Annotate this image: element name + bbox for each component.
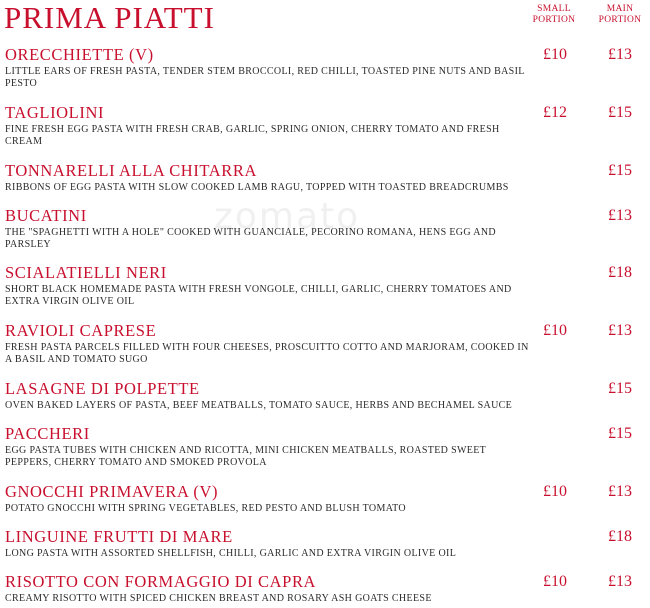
item-description: FINE FRESH EGG PASTA WITH FRESH CRAB, GARLIC, SPRING ONION, CHERRY TOMATO AND FRESH CREAM — [5, 124, 500, 147]
menu-item — [5, 528, 645, 560]
item-name: GNOCCHI PRIMAVERA (V) — [5, 482, 219, 501]
item-description: LONG PASTA WITH ASSORTED SHELLFISH, CHILLI, GARLIC AND EXTRA VIRGIN OLIVE OIL — [5, 548, 457, 559]
item-name: RAVIOLI CAPRESE — [5, 321, 157, 340]
main-price: £15 — [608, 425, 632, 442]
item-name: TAGLIOLINI — [5, 103, 105, 122]
small-price: £10 — [543, 573, 567, 590]
menu-item — [5, 322, 645, 365]
menu-item — [5, 104, 645, 147]
item-description: RIBBONS OF EGG PASTA WITH SLOW COOKED LAMB RAGU, TOPPED WITH TOASTED BREADCRUMBS — [5, 182, 509, 193]
menu-item — [5, 380, 645, 412]
small-price: £12 — [543, 104, 567, 121]
main-price: £13 — [608, 573, 632, 590]
item-name: PACCHERI — [5, 424, 90, 443]
item-name: SCIALATIELLI NERI — [5, 263, 167, 282]
item-name: BUCATINI — [5, 206, 87, 225]
item-description: SHORT BLACK HOMEMADE PASTA WITH FRESH VONGOLE, CHILLI, GARLIC, CHERRY TOMATOES AND EXTRA VIRGIN OLIVE OIL — [5, 284, 512, 307]
watermark-logo: zomato — [214, 196, 361, 237]
item-description: EGG PASTA TUBES WITH CHICKEN AND RICOTTA, MINI CHICKEN MEATBALLS, ROASTED SWEET PEPPERS, CHERRY TOMATO AND SMOKED PROVOLA — [5, 445, 486, 468]
item-description: OVEN BAKED LAYERS OF PASTA, BEEF MEATBALLS, TOMATO SAUCE, HERBS AND BECHAMEL SAUCE — [5, 400, 513, 411]
item-description: LITTLE EARS OF FRESH PASTA, TENDER STEM BROCCOLI, RED CHILLI, TOASTED PINE NUTS AND BASIL PESTO — [5, 66, 525, 89]
main-price: £15 — [608, 162, 632, 179]
small-price: £10 — [543, 46, 567, 63]
main-price: £18 — [608, 528, 632, 545]
menu-item — [5, 264, 645, 307]
main-price: £15 — [608, 380, 632, 397]
menu-item — [5, 46, 645, 89]
menu-item — [5, 162, 645, 194]
main-portion-header: MAIN PORTION — [598, 4, 642, 25]
small-price: £10 — [543, 483, 567, 500]
menu-item — [5, 207, 645, 250]
menu-item — [5, 483, 645, 515]
main-price: £18 — [608, 264, 632, 281]
item-description: POTATO GNOCCHI WITH SPRING VEGETABLES, RED PESTO AND BLUSH TOMATO — [5, 503, 407, 514]
main-price: £13 — [608, 322, 632, 339]
main-price: £13 — [608, 483, 632, 500]
item-name: ORECCHIETTE (V) — [5, 45, 154, 64]
small-price: £10 — [543, 322, 567, 339]
main-price: £13 — [608, 207, 632, 224]
item-description: THE "SPAGHETTI WITH A HOLE" COOKED WITH GUANCIALE, PECORINO ROMANA, HENS EGG AND PARSLEY — [5, 227, 496, 250]
main-price: £15 — [608, 104, 632, 121]
main-price: £13 — [608, 46, 632, 63]
menu-item — [5, 573, 645, 605]
small-portion-header: SMALL PORTION — [532, 4, 576, 25]
menu-item — [5, 425, 645, 468]
item-name: RISOTTO CON FORMAGGIO DI CAPRA — [5, 572, 317, 591]
menu-title: PRIMA PIATTI — [4, 0, 215, 35]
item-description: CREAMY RISOTTO WITH SPICED CHICKEN BREAST AND ROSARY ASH GOATS CHEESE — [5, 593, 432, 604]
item-description: FRESH PASTA PARCELS FILLED WITH FOUR CHEESES, PROSCUITTO COTTO AND MARJORAM, COOKED IN A BASIL AND TOMATO SUGO — [5, 342, 529, 365]
item-name: LASAGNE DI POLPETTE — [5, 379, 200, 398]
item-name: TONNARELLI ALLA CHITARRA — [5, 161, 258, 180]
item-name: LINGUINE FRUTTI DI MARE — [5, 527, 233, 546]
